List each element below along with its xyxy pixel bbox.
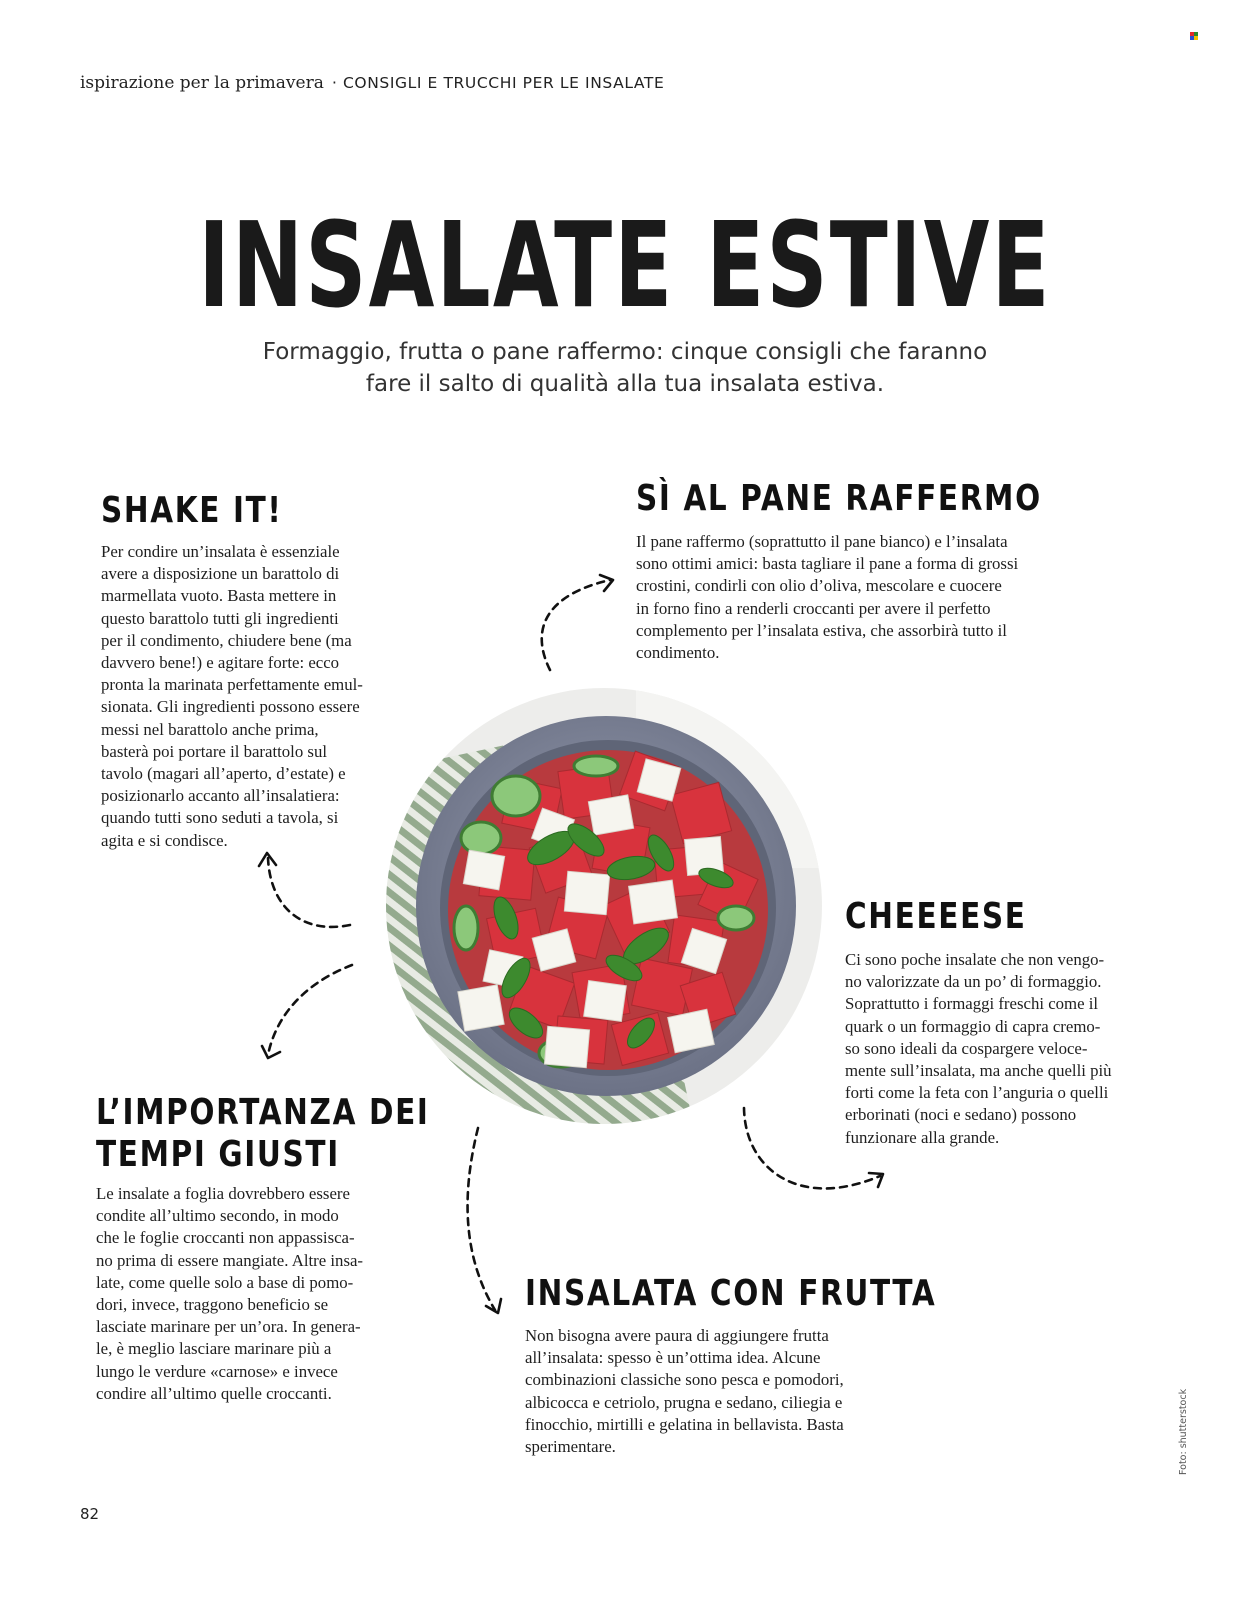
text-line: che le foglie croccanti non appassisca-: [96, 1228, 355, 1248]
text-line: posizionarlo accanto all’insalatiera:: [101, 786, 340, 806]
arrowhead-tempi: [262, 1046, 280, 1058]
text-line: tavolo (magari all’aperto, d’estate) e: [101, 764, 346, 784]
text-line: pronta la marinata perfettamente emul-: [101, 675, 363, 695]
photo-credit: Foto: shutterstock: [1178, 1388, 1189, 1475]
tempi-heading-line-1: L’IMPORTANZA DEI: [96, 1092, 430, 1133]
cheese-text: [845, 949, 1145, 1149]
color-registration-mark: [1190, 32, 1198, 40]
header-category: ispirazione per la primavera: [80, 73, 324, 93]
text-line: avere a disposizione un barattolo di: [101, 564, 340, 584]
arrowhead-shake: [259, 853, 276, 866]
arrowhead-cheese: [869, 1173, 883, 1187]
text-line: erborinati (noci e sedano) possono: [845, 1105, 1077, 1125]
header-separator: ·: [331, 73, 337, 92]
text-line: basterà poi portare il barattolo sul: [101, 741, 328, 761]
cheese-heading: CHEEEESE: [845, 896, 1027, 937]
tempi-heading: [96, 1092, 503, 1176]
text-line: messi nel barattolo anche prima,: [101, 719, 319, 739]
text-line: per il condimento, chiudere bene (ma: [101, 630, 352, 650]
text-line: condimento.: [636, 643, 720, 663]
text-line: mente sull’insalata, ma anche quelli più: [845, 1061, 1112, 1081]
text-line: quark o un formaggio di capra cremo-: [845, 1016, 1101, 1036]
arrow-to-tempi: [268, 965, 352, 1055]
page-title: INSALATE ESTIVE: [198, 196, 1052, 334]
text-line: all’insalata: spesso è un’ottima idea. Alcune: [525, 1348, 821, 1368]
text-line: condire all’ultimo quelle croccanti.: [96, 1383, 332, 1403]
subtitle-line-1: Formaggio, frutta o pane raffermo: cinque consigli che faranno: [262, 339, 988, 365]
text-line: Non bisogna avere paura di aggiungere frutta: [525, 1326, 829, 1345]
text-line: sionata. Gli ingredienti possono essere: [101, 697, 360, 717]
text-line: Le insalate a foglia dovrebbero essere: [96, 1184, 350, 1203]
running-header: [80, 73, 664, 93]
text-line: combinazioni classiche sono pesca e pomodori,: [525, 1370, 844, 1390]
page-number: 82: [80, 1505, 100, 1523]
pane-heading: SÌ AL PANE RAFFERMO: [636, 478, 1042, 519]
text-line: no prima di essere mangiate. Altre insa-: [96, 1250, 364, 1270]
watermelon-feta-salad-photo: [386, 688, 822, 1124]
shake-heading: SHAKE IT!: [101, 490, 283, 531]
text-line: late, come quelle solo a base di pomo-: [96, 1272, 354, 1292]
text-line: davvero bene!) e agitare forte: ecco: [101, 653, 340, 673]
header-section: CONSIGLI E TRUCCHI PER LE INSALATE: [342, 74, 665, 92]
text-line: no valorizzate da un po’ di formaggio.: [845, 972, 1102, 992]
text-line: Ci sono poche insalate che non vengo-: [845, 950, 1105, 969]
arrow-to-shake: [268, 858, 350, 927]
arrowhead-pane: [600, 575, 613, 591]
text-line: finocchio, mirtilli e gelatina in bellavista. Basta: [525, 1414, 844, 1434]
text-line: in forno fino a renderli croccanti per avere il perfetto: [636, 598, 991, 618]
tempi-text: [96, 1183, 406, 1405]
text-line: forti come la feta con l’anguria o quelli: [845, 1083, 1109, 1103]
frutta-heading: INSALATA CON FRUTTA: [525, 1273, 937, 1314]
frutta-text: [525, 1325, 925, 1458]
text-line: lasciate marinare per un’ora. In genera-: [96, 1317, 361, 1337]
text-line: albicocca e cetriolo, prugna e sedano, ciliegia e: [525, 1392, 843, 1412]
text-line: sperimentare.: [525, 1437, 616, 1457]
text-line: dori, invece, traggono beneficio se: [96, 1295, 329, 1315]
text-line: funzionare alla grande.: [845, 1127, 1000, 1147]
subtitle-line-2: fare il salto di qualità alla tua insalata estiva.: [365, 371, 885, 397]
text-line: crostini, condirli con olio d’oliva, mescolare e cuocere: [636, 576, 1002, 596]
text-line: agita e si condisce.: [101, 830, 228, 850]
pane-text: [636, 531, 1076, 664]
text-line: lungo le verdure «carnose» e invece: [96, 1361, 338, 1381]
text-line: questo barattolo tutti gli ingredienti: [101, 608, 339, 628]
text-line: marmellata vuoto. Basta mettere in: [101, 586, 337, 606]
arrow-to-pane: [542, 580, 610, 670]
text-line: le, è meglio lasciare marinare più a: [96, 1339, 332, 1359]
text-line: complemento per l’insalata estiva, che assorbirà tutto il: [636, 620, 1007, 640]
text-line: quando tutti sono seduti a tavola, si: [101, 808, 339, 828]
tempi-heading-line-2: TEMPI GIUSTI: [96, 1134, 340, 1175]
salad-illustration: [386, 688, 822, 1124]
text-line: so sono ideali da cospargere veloce-: [845, 1038, 1088, 1058]
shake-text: [101, 541, 401, 852]
arrowhead-frutta: [486, 1299, 501, 1313]
text-line: Soprattutto i formaggi freschi come il: [845, 994, 1099, 1014]
page-subtitle: [200, 336, 1050, 400]
text-line: Il pane raffermo (soprattutto il pane bianco) e l’insalata: [636, 532, 1008, 551]
text-line: sono ottimi amici: basta tagliare il pane a forma di grossi: [636, 554, 1019, 574]
text-line: Per condire un’insalata è essenziale: [101, 542, 340, 561]
text-line: condite all’ultimo secondo, in modo: [96, 1206, 339, 1226]
